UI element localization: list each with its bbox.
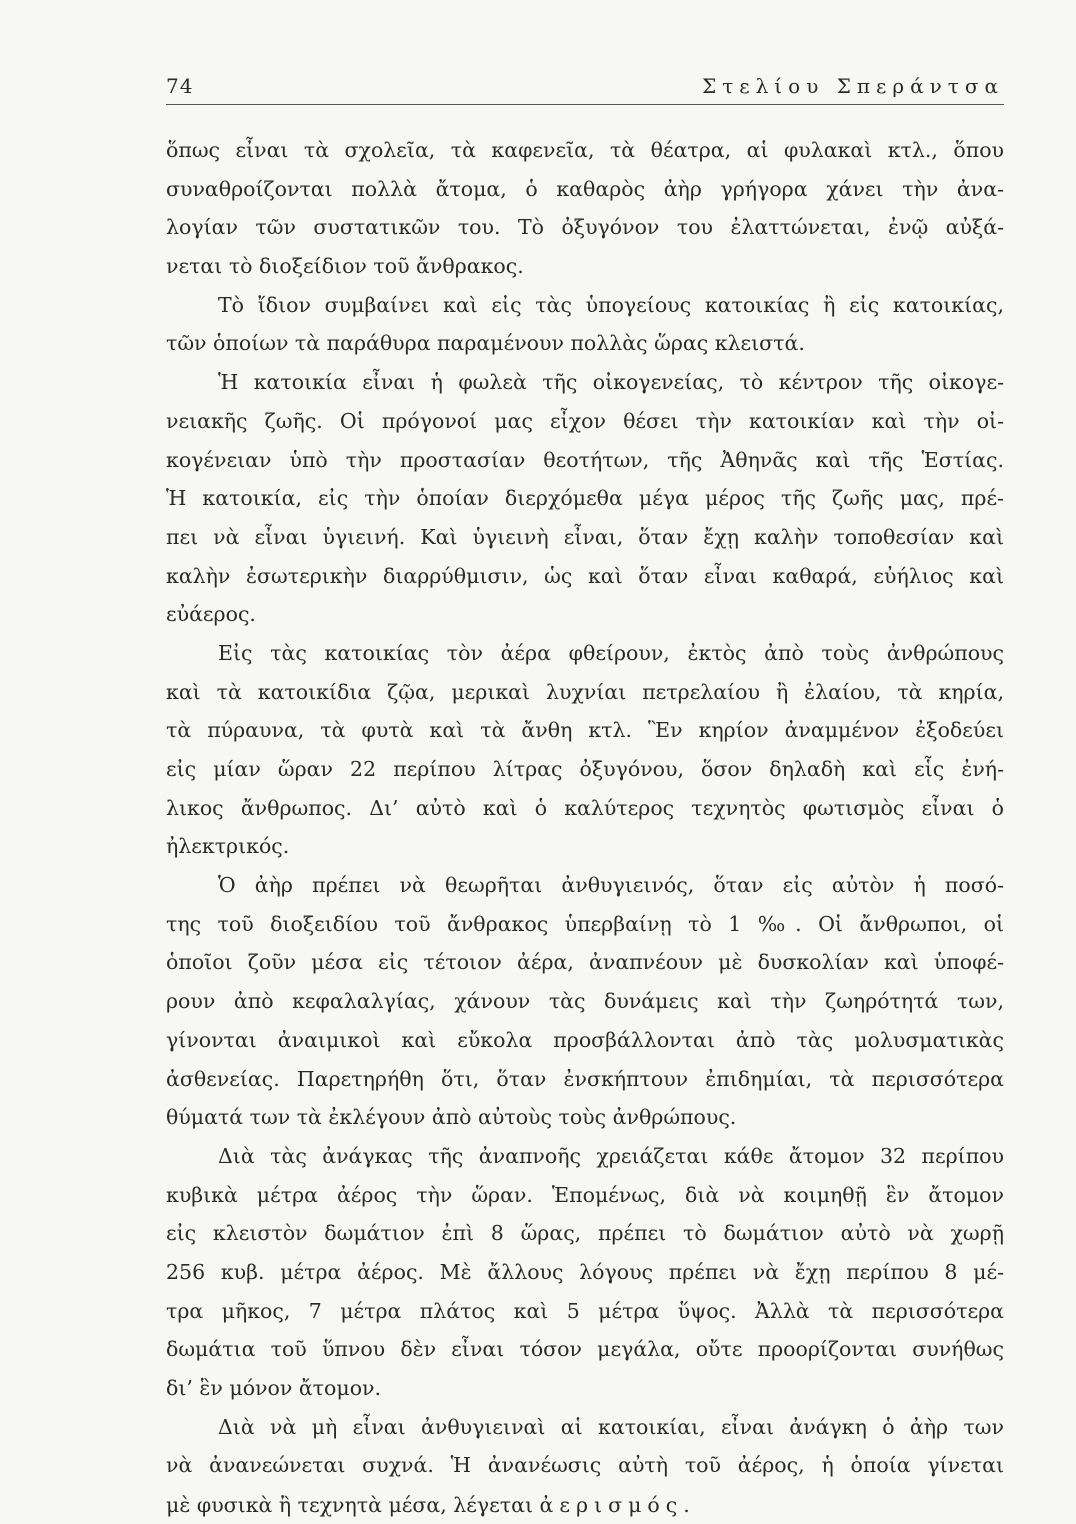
text-line: λικος ἄνθρωπος. Δι’ αὐτὸ καὶ ὁ καλύτερος τεχνητὸς φωτισμὸς εἶναι ὁ <box>166 789 1004 828</box>
text-line: ἀσθενείας. Παρετηρήθη ὅτι, ὅταν ἐνσκήπτουν ἐπιδημίαι, τὰ περισσότερα <box>166 1060 1004 1099</box>
text-line: τρα μῆκος, 7 μέτρα πλάτος καὶ 5 μέτρα ὕψος. Ἀλλὰ τὰ περισσότερα <box>166 1292 1004 1331</box>
page-header <box>166 70 1004 102</box>
body-text <box>166 131 1004 1485</box>
text-line: νὰ ἀνανεώνεται συχνά. Ἡ ἀνανέωσις αὐτὴ τοῦ ἀέρος, ἡ ὁποία γίνεται <box>166 1446 1004 1485</box>
text-line: Ἡ κατοικία, εἰς τὴν ὁποίαν διερχόμεθα μέγα μέρος τῆς ζωῆς μας, πρέ- <box>166 479 1004 518</box>
final-punct: . <box>683 1493 690 1517</box>
text-line: εἰς κλειστὸν δωμάτιον ἐπὶ 8 ὥρας, πρέπει τὸ δωμάτιον αὐτὸ νὰ χωρῇ <box>166 1214 1004 1253</box>
text-line: εἰς μίαν ὥραν 22 περίπου λίτρας ὀξυγόνου, ὅσον δηλαδὴ καὶ εἷς ἐνή- <box>166 750 1004 789</box>
text-line: ἠλεκτρικός. <box>166 827 1004 866</box>
page-number: 74 <box>166 74 193 98</box>
text-line: νειακῆς ζωῆς. Οἱ πρόγονοί μας εἶχον θέσει τὴν κατοικίαν καὶ τὴν οἰ- <box>166 402 1004 441</box>
text-line: τῶν ὁποίων τὰ παράθυρα παραμένουν πολλὰς ὥρας κλειστά. <box>166 324 1004 363</box>
text-line: Διὰ τὰς ἀνάγκας τῆς ἀναπνοῆς χρειάζεται κάθε ἄτομον 32 περίπου <box>166 1137 1004 1176</box>
text-line: της τοῦ διοξειδίου τοῦ ἄνθρακος ὑπερβαίνῃ τὸ 1 ‰. Οἱ ἄνθρωποι, οἱ <box>166 905 1004 944</box>
text-line: εὐάερος. <box>166 595 1004 634</box>
text-line: Τὸ ἴδιον συμβαίνει καὶ εἰς τὰς ὑπογείους κατοικίας ἢ εἰς κατοικίας, <box>166 286 1004 325</box>
text-line: ὅπως εἶναι τὰ σχολεῖα, τὰ καφενεῖα, τὰ θέατρα, αἱ φυλακαὶ κτλ., ὅπου <box>166 131 1004 170</box>
text-line: καλὴν ἐσωτερικὴν διαρρύθμισιν, ὡς καὶ ὅταν εἶναι καθαρά, εὐήλιος καὶ <box>166 557 1004 596</box>
text-line: Ὁ ἀὴρ πρέπει νὰ θεωρῆται ἀνθυγιεινός, ὅταν εἰς αὐτὸν ἡ ποσό- <box>166 866 1004 905</box>
text-line: λογίαν τῶν συστατικῶν του. Τὸ ὀξυγόνον του ἐλαττώνεται, ἐνῷ αὐξά- <box>166 208 1004 247</box>
text-line: ὁποῖοι ζοῦν μέσα εἰς τέτοιον ἀέρα, ἀναπνέουν μὲ δυσκολίαν καὶ ὑποφέ- <box>166 943 1004 982</box>
text-line: 256 κυβ. μέτρα ἀέρος. Μὲ ἄλλους λόγους πρέπει νὰ ἔχῃ περίπου 8 μέ- <box>166 1253 1004 1292</box>
header-rule <box>166 104 1004 105</box>
text-line: δωμάτια τοῦ ὕπνου δὲν εἶναι τόσον μεγάλα, οὔτε προορίζονται συνήθως <box>166 1330 1004 1369</box>
text-line: κυβικὰ μέτρα ἀέρος τὴν ὥραν. Ἑπομένως, διὰ νὰ κοιμηθῇ ἓν ἄτομον <box>166 1176 1004 1215</box>
text-line: δι’ ἓν μόνον ἄτομον. <box>166 1369 1004 1408</box>
running-head: Στελίου Σπεράντσα <box>702 74 1004 98</box>
text-line: ρουν ἀπὸ κεφαλαλγίας, χάνουν τὰς δυνάμεις καὶ τὴν ζωηρότητά των, <box>166 982 1004 1021</box>
text-line: Διὰ νὰ μὴ εἶναι ἀνθυγιειναὶ αἱ κατοικίαι, εἶναι ἀνάγκη ὁ ἀὴρ των <box>166 1408 1004 1447</box>
text-line: Εἰς τὰς κατοικίας τὸν ἀέρα φθείρουν, ἐκτὸς ἀπὸ τοὺς ἀνθρώπους <box>166 634 1004 673</box>
final-line-prefix: μὲ φυσικὰ ἢ τεχνητὰ μέσα, λέγεται <box>166 1493 540 1517</box>
text-line: θύματά των τὰ ἐκλέγουν ἀπὸ αὐτοὺς τοὺς ἀνθρώπους. <box>166 1098 1004 1137</box>
text-line: τὰ πύραυνα, τὰ φυτὰ καὶ τὰ ἄνθη κτλ. Ἓν κηρίον ἀναμμένον ἐξοδεύει <box>166 711 1004 750</box>
text-line: γίνονται ἀναιμικοὶ καὶ εὔκολα προσβάλλονται ἀπὸ τὰς μολυσματικὰς <box>166 1021 1004 1060</box>
text-line: συναθροίζονται πολλὰ ἄτομα, ὁ καθαρὸς ἀὴρ γρήγορα χάνει τὴν ἀνα- <box>166 170 1004 209</box>
final-line <box>166 1486 1004 1524</box>
term-aerismos: ἀερισμός <box>540 1493 684 1517</box>
text-line: κογένειαν ὑπὸ τὴν προστασίαν θεοτήτων, τῆς Ἀθηνᾶς καὶ τῆς Ἑστίας. <box>166 441 1004 480</box>
text-line: καὶ τὰ κατοικίδια ζῷα, μερικαὶ λυχνίαι πετρελαίου ἢ ἐλαίου, τὰ κηρία, <box>166 673 1004 712</box>
text-line: Ἡ κατοικία εἶναι ἡ φωλεὰ τῆς οἰκογενείας, τὸ κέντρον τῆς οἰκογε- <box>166 363 1004 402</box>
text-line: νεται τὸ διοξείδιον τοῦ ἄνθρακος. <box>166 247 1004 286</box>
text-line: πει νὰ εἶναι ὑγιεινή. Καὶ ὑγιεινὴ εἶναι, ὅταν ἔχῃ καλὴν τοποθεσίαν καὶ <box>166 518 1004 557</box>
